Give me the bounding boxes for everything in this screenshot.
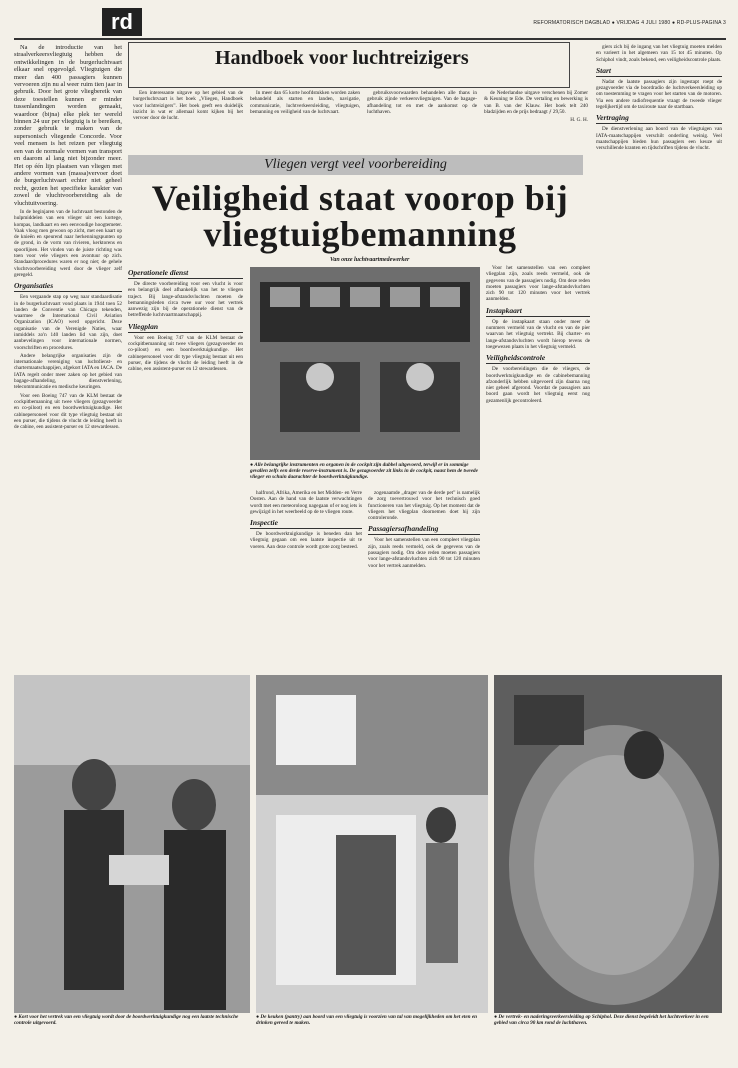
galley-photo: [256, 675, 488, 1013]
paragraph: In de beginjaren van de luchtvaart bestonden de hulpmiddelen van een vlieger uit een kortege, kompas, landkaart en een eenvoudige hoogtemeter. Vaak vloog men gewoon op zicht, met een kaart op de knieën en speurend naar herkenningspunten op de grond, in de vorm van rivieren, kerktorens en spoorlijnen. Het vinden van de juiste richting was toen voor vele vliegers een avontuur op zich. Standaardprocedures waren er nog niet; de gehele vluchtvoorbereiding werd door de vlieger zelf geregeld.: [14, 208, 122, 278]
intro-column-1: [133, 90, 243, 152]
subhead-veiligheidscontrole: Veiligheidscontrole: [486, 353, 590, 364]
cockpit-photo: [250, 267, 480, 460]
byline: Van onze luchtvaartmedewerker: [330, 257, 410, 263]
paragraph: Op de instapkaart staan onder meer de nummers vermeld van de vlucht en van de pier waarvan het vliegtuig vertrekt. Bij charter- en lange-afstandsvluchten wordt hierop tevens de toegewezen plaats in het vliegtuig vermeld.: [486, 318, 590, 350]
caption-galley: ● De keuken (pantry) aan boord van een vliegtuig is voorzien van tal van mogelijkheden om het eten en drinken gereed te maken.: [256, 1014, 478, 1027]
radar-control-photo: [494, 675, 722, 1013]
headline: Veiligheid staat voorop bij vliegtuigbemanning: [151, 178, 569, 254]
paragraph: Andere belangrijke organisaties zijn de internationale vereniging van luchtdienst- en chartermaatschappijen, afgekort IATA en IACA. De IATA regelt onder meer zaken op het gebied van bagage-afhandeling, dienstverlening, telecommunicatie en medische keuringen.: [14, 352, 122, 391]
subhead-start: Start: [596, 66, 722, 77]
banner-title: Vliegen vergt veel voorbereiding: [264, 157, 447, 172]
column-4: [368, 490, 480, 670]
subhead-instapkaart: Instapkaart: [486, 306, 590, 317]
subhead-vertraging: Vertraging: [596, 113, 722, 124]
paragraph: De voorbereidingen die de vliegers, de boordwerktuigkundige en de cabinebemanning afzonderlijk hebben uitgevoerd zijn daarna nog niet geheel afgerond. Voordat de passagiers aan boord gaan wordt het vliegtuig eerst nog gezamenlijk gecontroleerd.: [486, 366, 590, 404]
kicker-title: Handboek voor luchtreizigers: [215, 47, 469, 69]
paragraph: Voor het samenstellen van een compleet vliegplan zijn, zoals reeds vermeld, ook de gegevens van de passagiers nodig. Om deze reden moeten passagiers voor lange-afstandsvluchten zich 90 tot 120 minuten voor het vertrek aanmelden.: [368, 537, 480, 569]
subhead-operationele-dienst: Operationele dienst: [128, 268, 243, 279]
paragraph: De dienstverlening aan boord van de vliegtuigen van IATA-maatschappijen verschilt onderling weinig. Veel maatschappijen bieden hun passagiers een keuze uit verschillende kranten en tijdschriften tijdens de vlucht.: [596, 126, 722, 152]
intro-paragraph: Na de introductie van het straalverkeersvliegtuig hebben de ontwikkelingen in de burgerluchtvaart elkaar snel opgevolgd. Vliegtuigen die meer dan 400 passagiers kunnen vervoeren zijn nu al weer ruim tien jaar in gebruik. Door het grote vliegbereik van deze toestellen kunnen er minder tussenlandingen worden gemaakt, waardoor (bijna) elke plek ter wereld binnen 24 uur per vliegtuig is te bereiken, zonder gebruik te maken van de supersonisch vliegende Concorde. Voor veel mensen is het reizen per vliegtuig een van de normale vormen van transport en daarom al lang niet bijzonder meer. Het op één lijn plaatsen van vliegen met andere vormen van (massa)vervoer doet de burgerluchtvaart echter niet geheel recht, gezien het specifieke karakter van zowel de vluchtvoorbereiding als de vluchtuitvoering.: [14, 44, 122, 207]
caption-cockpit: ● Alle belangrijke instrumenten en organen in de cockpit zijn dubbel uitgevoerd, terwijl er in sommige gevallen zelfs een derde reserve-instrument is. De gezagvoerder zit links in de cockpit, naast hem de tweede vlieger en schuin daarachter de boordwerktuigkundige.: [250, 462, 478, 481]
author-initials: H. G. H.: [570, 117, 588, 124]
column-3: [250, 490, 362, 670]
paragraph: Een vergaande stap op weg naar standaardisatie in de burgerluchtvaart vond plaats in 1944 toen 52 landen de Conventie van Chicago tekenden, waarmee de International Civil Aviation Organization (ICAO) werd opgericht. Deze organisatie van de Verenigde Naties, waar inmiddels zo'n 140 landen lid van zijn, doet aanbevelingen voor internationale normen, voorschriften en procedures.: [14, 294, 122, 351]
subhead-organisaties: Organisaties: [14, 281, 122, 292]
paragraph: halfrond, Afrika, Amerika en het Midden- en Verre Oosten. Aan de hand van de laatste verwachtingen wordt met een meteoroloog nagegaan of er nog iets is gewijzigd in het weerbeeld op de te vliegen route.: [250, 490, 362, 515]
paragraph: Voor een Boeing 747 van de KLM bestaat de cockpitbemanning uit twee vliegers (gezagvoerder en co-piloot) en een boordwerktuigkundige. Het cabinepersoneel voor dit type vliegtuig bestaat uit een purser, die tijdens de vlucht de leiding heeft in de cabine, een assistent-purser en 12 stewardessen.: [14, 392, 122, 431]
column-2: [128, 265, 243, 670]
paragraph: zogenaamde „drager van de derde pet” is namelijk de zorg toevertrouwd voor het technisch goed functioneren van het vliegtuig. Op het moment dat de vliegers het vliegplan doornemen doet hij zijn controleronde.: [368, 490, 480, 522]
paragraph: De boordwerktuigkundige is beneden dan het vliegtuig gegaan om een laatste inspectie uit te voeren. Aan deze controle wordt grote zorg besteed.: [250, 531, 362, 550]
header-dateline: REFORMATORISCH DAGBLAD ● VRIJDAG 4 JULI 1980 ● RD-PLUS-PAGINA 3: [533, 20, 726, 26]
subhead-passagiersafhandeling: Passagiersafhandeling: [368, 524, 480, 535]
paragraph: In meer dan 65 korte hoofdstukken worden zaken behandeld als starten en landen, navigatie, communicatie, luchtverkeersleiding, vliegtuigen, bemanning en veiligheid van de luchtvaart.: [250, 90, 360, 115]
intro-column-3: [367, 90, 477, 152]
paragraph: de Nederlandse uitgave verschenen bij Zomer & Keuning te Ede. De vertaling en bewerking is van B. van der Klauw. Het boek telt 240 bladzijden en de prijs bedraagt ƒ 29,50.: [484, 90, 588, 115]
subhead-vliegplan: Vliegplan: [128, 322, 243, 333]
intro-column-2: [250, 90, 360, 152]
column-5: [486, 265, 590, 665]
paragraph: De directe voorbereiding voor een vlucht is voor een belangrijk deel afhankelijk van het te vliegen traject. Bij lange-afstandsvluchten moeten de bemanningsleden circa twee uur voor het vertrek aanwezig zijn bij de operationele dienst van de betreffende luchtvaartmaatschappij.: [128, 281, 243, 319]
paragraph: Nadat de laatste passagiers zijn ingestapt roept de gezagvoerder via de boordradio de luchtverkeersleiding op om toestemming te vragen voor het starten van de motoren. Via een andere radiofrequentie vraagt de tweede vlieger tegelijkertijd om de taxiroute naar de startbaan.: [596, 78, 722, 111]
crew-photo: [14, 675, 250, 1013]
rd-logo: rd: [102, 8, 142, 36]
page-header: [14, 8, 726, 40]
intro-column-4: [484, 90, 588, 152]
paragraph: gebruiksvoorwaarden behandelen alle thans in gebruik zijnde verkeersvliegtuigen. Van de bagage-afhandeling tot en met de aankomst op de luchthaven.: [367, 90, 477, 115]
paragraph: giers zich bij de ingang van het vliegtuig moeten melden en varieert in het algemeen van 15 tot 45 minuten. Op Schiphol vindt, zoals bekend, een veiligheidscontrole plaats.: [596, 44, 722, 63]
subhead-inspectie: Inspectie: [250, 518, 362, 529]
paragraph: Voor het samenstellen van een compleet vliegplan zijn, zoals reeds vermeld, ook de gegevens van de passagiers nodig. Om deze reden moeten passagiers voor lange-afstandsvluchten zich 90 tot 120 minuten voor het vertrek aanmelden.: [486, 265, 590, 303]
section-banner: [128, 155, 583, 175]
caption-crew: ● Kort voor het vertrek van een vliegtuig wordt door de boordwerktuigkundige nog een laatste technische controle uitgevoerd.: [14, 1014, 239, 1027]
paragraph: Voor een Boeing 747 van de KLM bestaat de cockpitbemanning uit twee vliegers (gezagvoerder en co-piloot) en een boordwerktuigkundige. Het cabinepersoneel voor dit type vliegtuig bestaat uit een purser, die tijdens de vlucht de leiding heeft in de cabine, een assistent-purser en 12 stewardessen.: [128, 334, 243, 373]
column-6: [596, 44, 722, 684]
paragraph: Een interessante uitgave op het gebied van de burgerluchtvaart is het boek „Vliegen, Handboek voor luchtreizigers”. Het boek geeft een duidelijk inzicht in wat er allemaal komt kijken bij het vervoer door de lucht.: [133, 90, 243, 122]
caption-radar: ● De vertrek- en naderingsverkeersleiding op Schiphol. Deze dienst begeleidt het luchtverkeer in een gebied van circa 90 km rond de luchthaven.: [494, 1014, 709, 1027]
